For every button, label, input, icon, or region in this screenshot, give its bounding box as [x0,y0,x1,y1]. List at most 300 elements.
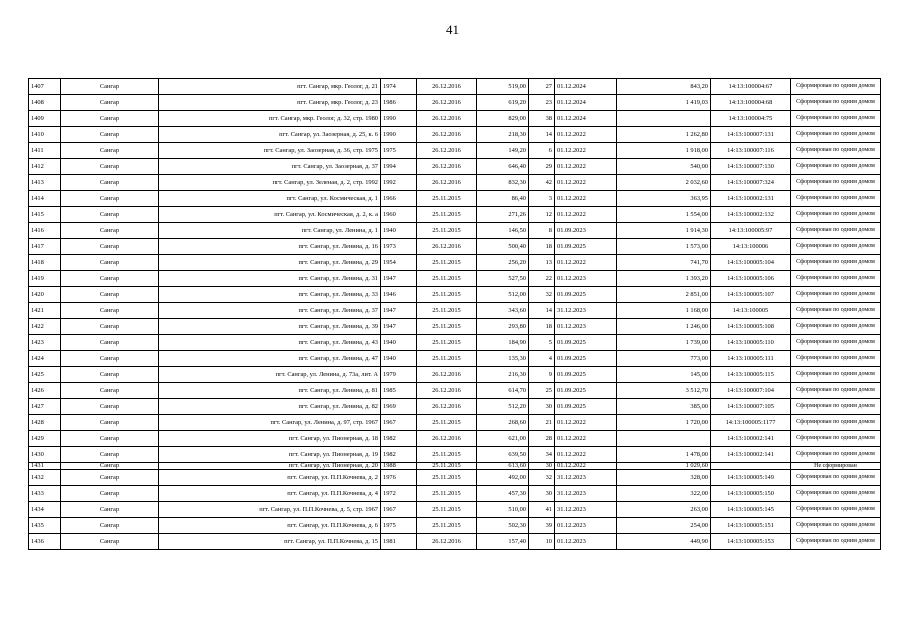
build-year-cell: 1947 [381,303,417,319]
cadastral-number-cell: 14:13:100005:111 [711,351,791,367]
build-year-cell: 1992 [381,175,417,191]
planned-date-cell: 01.12.2023 [555,518,617,534]
planned-date-cell: 31.12.2023 [555,303,617,319]
address-cell: пгт. Сангар, ул. Ленина, д. 81 [159,383,381,399]
row-number-cell: 1428 [29,415,61,431]
residents-cell: 21 [529,415,555,431]
settlement-cell: Сангар [61,431,159,447]
address-cell: пгт. Сангар, мкр. Геолог, д. 21 [159,79,381,95]
status-cell: Сформирован по одним домом [791,367,881,383]
status-cell: Сформирован по одним домом [791,303,881,319]
inclusion-date-cell: 26.12.2016 [417,143,477,159]
settlement-cell: Сангар [61,79,159,95]
inclusion-date-cell: 25.11.2015 [417,207,477,223]
row-number-cell: 1424 [29,351,61,367]
build-year-cell: 1940 [381,335,417,351]
build-year-cell: 1973 [381,239,417,255]
area-cell: 146,50 [477,223,529,239]
status-cell: Сформирован по одним домом [791,415,881,431]
settlement-cell: Сангар [61,127,159,143]
planned-date-cell: 01.12.2023 [555,271,617,287]
address-cell: пгт. Сангар, ул. Ленина, д. 31 [159,271,381,287]
area-cell: 639,50 [477,447,529,463]
cadastral-number-cell: 14:13:100007:104 [711,383,791,399]
table-row [29,518,881,534]
cost-cell: 1 573,00 [617,239,711,255]
address-cell: пгт. Сангар, ул. Ленина, д. 16 [159,239,381,255]
build-year-cell: 1974 [381,79,417,95]
residents-cell: 32 [529,287,555,303]
area-cell: 621,00 [477,431,529,447]
area-cell: 268,60 [477,415,529,431]
row-number-cell: 1425 [29,367,61,383]
residents-cell: 42 [529,175,555,191]
build-year-cell: 1990 [381,111,417,127]
area-cell: 293,80 [477,319,529,335]
table-row [29,239,881,255]
planned-date-cell: 01.09.2025 [555,335,617,351]
inclusion-date-cell: 26.12.2016 [417,95,477,111]
cost-cell: 449,90 [617,534,711,550]
area-cell: 512,20 [477,399,529,415]
build-year-cell: 1954 [381,255,417,271]
address-cell: пгт. Сангар, ул. Ленина, д. 39 [159,319,381,335]
residents-cell: 25 [529,383,555,399]
row-number-cell: 1422 [29,319,61,335]
cost-cell: 1 720,00 [617,415,711,431]
cadastral-number-cell: 14:13:100005:151 [711,518,791,534]
inclusion-date-cell: 25.11.2015 [417,502,477,518]
row-number-cell: 1409 [29,111,61,127]
settlement-cell: Сангар [61,207,159,223]
settlement-cell: Сангар [61,271,159,287]
status-cell: Сформирован по одним домом [791,271,881,287]
row-number-cell: 1413 [29,175,61,191]
cost-cell: 1 262,80 [617,127,711,143]
cadastral-number-cell: 14:13:100002:141 [711,447,791,463]
table-row [29,335,881,351]
inclusion-date-cell: 25.11.2015 [417,255,477,271]
status-cell: Сформирован по одним домом [791,383,881,399]
settlement-cell: Сангар [61,534,159,550]
residents-cell: 22 [529,271,555,287]
row-number-cell: 1436 [29,534,61,550]
table-row [29,351,881,367]
area-cell: 86,40 [477,191,529,207]
address-cell: пгт. Сангар, ул. Ленина, д. 73а, лит. А [159,367,381,383]
residents-cell: 38 [529,111,555,127]
table-row [29,95,881,111]
address-cell: пгт. Сангар, ул. Ленина, д. 43 [159,335,381,351]
residents-cell: 10 [529,534,555,550]
build-year-cell: 1981 [381,534,417,550]
address-cell: пгт. Сангар, ул. Заозерная, д. 25, к. 6 [159,127,381,143]
area-cell: 218,30 [477,127,529,143]
address-cell: пгт. Сангар, ул. Космическая, д. 2, к. а [159,207,381,223]
table-row [29,534,881,550]
cost-cell: 263,00 [617,502,711,518]
planned-date-cell: 01.12.2024 [555,79,617,95]
settlement-cell: Сангар [61,159,159,175]
planned-date-cell: 01.12.2022 [555,415,617,431]
table-row [29,175,881,191]
address-cell: пгт. Сангар, ул. Заозерная, д. 36, стр. 1975 [159,143,381,159]
inclusion-date-cell: 25.11.2015 [417,486,477,502]
planned-date-cell: 01.12.2022 [555,175,617,191]
area-cell: 271,26 [477,207,529,223]
area-cell: 613,60 [477,463,529,470]
build-year-cell: 1960 [381,207,417,223]
cost-cell: 322,00 [617,486,711,502]
table-row [29,287,881,303]
settlement-cell: Сангар [61,463,159,470]
cost-cell: 1 914,30 [617,223,711,239]
residents-cell: 12 [529,207,555,223]
row-number-cell: 1429 [29,431,61,447]
row-number-cell: 1411 [29,143,61,159]
planned-date-cell: 01.09.2023 [555,223,617,239]
row-number-cell: 1420 [29,287,61,303]
planned-date-cell: 01.12.2022 [555,431,617,447]
cadastral-number-cell: 14:13:100005:1177 [711,415,791,431]
build-year-cell: 1994 [381,159,417,175]
table-row [29,502,881,518]
table-row [29,207,881,223]
cadastral-number-cell: 14:13:100005:107 [711,287,791,303]
table-row [29,143,881,159]
area-cell: 519,00 [477,79,529,95]
build-year-cell: 1947 [381,271,417,287]
cadastral-number-cell: 14:13:100005:97 [711,223,791,239]
row-number-cell: 1419 [29,271,61,287]
settlement-cell: Сангар [61,255,159,271]
planned-date-cell: 01.09.2025 [555,367,617,383]
cost-cell: 145,00 [617,367,711,383]
cadastral-number-cell: 14:13:100005:115 [711,367,791,383]
status-cell: Сформирован по одним домом [791,95,881,111]
row-number-cell: 1416 [29,223,61,239]
area-cell: 619,20 [477,95,529,111]
table-row [29,191,881,207]
status-cell: Сформирован по одним домом [791,255,881,271]
planned-date-cell: 01.12.2023 [555,534,617,550]
table-row [29,399,881,415]
row-number-cell: 1421 [29,303,61,319]
table-row [29,463,881,470]
status-cell: Сформирован по одним домом [791,191,881,207]
cost-cell: 1 246,00 [617,319,711,335]
settlement-cell: Сангар [61,486,159,502]
table-row [29,447,881,463]
planned-date-cell: 31.12.2023 [555,502,617,518]
residents-cell: 32 [529,470,555,486]
cadastral-number-cell: 14:13:100005:145 [711,502,791,518]
settlement-cell: Сангар [61,351,159,367]
table-row [29,486,881,502]
cost-cell: 328,00 [617,470,711,486]
settlement-cell: Сангар [61,383,159,399]
row-number-cell: 1407 [29,79,61,95]
table-row [29,255,881,271]
address-cell: пгт. Сангар, мкр. Геолог, д. 32, стр. 1980 [159,111,381,127]
cadastral-number-cell: 14:13:100004:67 [711,79,791,95]
planned-date-cell: 01.12.2022 [555,143,617,159]
residents-cell: 23 [529,95,555,111]
row-number-cell: 1435 [29,518,61,534]
table-row [29,319,881,335]
planned-date-cell: 01.12.2023 [555,319,617,335]
status-cell: Сформирован по одним домом [791,143,881,159]
area-cell: 829,00 [477,111,529,127]
residents-cell: 27 [529,79,555,95]
inclusion-date-cell: 26.12.2016 [417,127,477,143]
address-cell: пгт. Сангар, ул. Ленина, д. 82 [159,399,381,415]
row-number-cell: 1410 [29,127,61,143]
settlement-cell: Сангар [61,223,159,239]
build-year-cell: 1979 [381,367,417,383]
settlement-cell: Сангар [61,111,159,127]
area-cell: 216,30 [477,367,529,383]
table-row [29,159,881,175]
housing-registry-table [28,78,881,550]
inclusion-date-cell: 25.11.2015 [417,303,477,319]
address-cell: пгт. Сангар, ул. Космическая, д. 1 [159,191,381,207]
build-year-cell: 1982 [381,431,417,447]
cost-cell: 363,95 [617,191,711,207]
status-cell: Сформирован по одним домом [791,127,881,143]
area-cell: 492,00 [477,470,529,486]
status-cell: Сформирован по одним домом [791,207,881,223]
cost-cell: 1 029,60 [617,463,711,470]
area-cell: 832,30 [477,175,529,191]
cadastral-number-cell: 14:13:100005:110 [711,335,791,351]
address-cell: пгт. Сангар, ул. П.П.Кочнева, д. 5, стр. 1967 [159,502,381,518]
cadastral-number-cell: 14:13:100007:131 [711,127,791,143]
table-row [29,111,881,127]
cadastral-number-cell: 14:13:100005:104 [711,255,791,271]
cost-cell: 843,20 [617,79,711,95]
status-cell: Сформирован по одним домом [791,175,881,191]
planned-date-cell: 01.12.2022 [555,447,617,463]
address-cell: пгт. Сангар, ул. Пионерная, д. 20 [159,463,381,470]
planned-date-cell: 01.12.2022 [555,463,617,470]
build-year-cell: 1975 [381,518,417,534]
status-cell: Сформирован по одним домом [791,399,881,415]
area-cell: 502,30 [477,518,529,534]
cadastral-number-cell: 14:13:100005:153 [711,534,791,550]
planned-date-cell: 01.09.2025 [555,383,617,399]
settlement-cell: Сангар [61,319,159,335]
residents-cell: 9 [529,367,555,383]
settlement-cell: Сангар [61,335,159,351]
settlement-cell: Сангар [61,191,159,207]
row-number-cell: 1426 [29,383,61,399]
address-cell: пгт. Сангар, ул. П.П.Кочнева, д. 15 [159,534,381,550]
build-year-cell: 1946 [381,287,417,303]
cost-cell: 385,00 [617,399,711,415]
settlement-cell: Сангар [61,175,159,191]
cadastral-number-cell: 14:13:100004:68 [711,95,791,111]
area-cell: 149,20 [477,143,529,159]
area-cell: 157,40 [477,534,529,550]
cadastral-number-cell: 14:13:100002:131 [711,191,791,207]
settlement-cell: Сангар [61,303,159,319]
table-row [29,303,881,319]
residents-cell: 18 [529,239,555,255]
planned-date-cell: 01.12.2024 [555,95,617,111]
residents-cell: 30 [529,463,555,470]
build-year-cell: 1940 [381,223,417,239]
build-year-cell: 1988 [381,463,417,470]
status-cell: Сформирован по одним домом [791,287,881,303]
cadastral-number-cell: 14:13:100007:130 [711,159,791,175]
settlement-cell: Сангар [61,447,159,463]
status-cell: Сформирован по одним домом [791,159,881,175]
inclusion-date-cell: 25.11.2015 [417,518,477,534]
row-number-cell: 1418 [29,255,61,271]
address-cell: пгт. Сангар, ул. Ленина, д. 33 [159,287,381,303]
cost-cell: 540,00 [617,159,711,175]
status-cell: Сформирован по одним домом [791,486,881,502]
row-number-cell: 1432 [29,470,61,486]
area-cell: 512,00 [477,287,529,303]
address-cell: пгт. Сангар, ул. Ленина, д. 97, стр. 1967 [159,415,381,431]
cadastral-number-cell: 14:13:100005:106 [711,271,791,287]
inclusion-date-cell: 25.11.2015 [417,335,477,351]
build-year-cell: 1985 [381,383,417,399]
address-cell: пгт. Сангар, мкр. Геолог, д. 23 [159,95,381,111]
build-year-cell: 1982 [381,447,417,463]
address-cell: пгт. Сангар, ул. П.П.Кочнева, д. 4 [159,486,381,502]
build-year-cell: 1972 [381,486,417,502]
area-cell: 256,20 [477,255,529,271]
row-number-cell: 1415 [29,207,61,223]
residents-cell: 28 [529,431,555,447]
address-cell: пгт. Сангар, ул. Зеленая, д. 2, стр. 1992 [159,175,381,191]
cost-cell: 2 032,60 [617,175,711,191]
status-cell: Сформирован по одним домом [791,111,881,127]
settlement-cell: Сангар [61,470,159,486]
cost-cell: 1 419,03 [617,95,711,111]
table-row [29,127,881,143]
settlement-cell: Сангар [61,239,159,255]
area-cell: 343,60 [477,303,529,319]
planned-date-cell: 01.09.2025 [555,351,617,367]
table-row [29,431,881,447]
inclusion-date-cell: 25.11.2015 [417,271,477,287]
address-cell: пгт. Сангар, ул. Заозерная, д. 37 [159,159,381,175]
address-cell: пгт. Сангар, ул. Ленина, д. 47 [159,351,381,367]
cost-cell: 741,70 [617,255,711,271]
inclusion-date-cell: 25.11.2015 [417,351,477,367]
inclusion-date-cell: 25.11.2015 [417,463,477,470]
cost-cell: 1 478,00 [617,447,711,463]
residents-cell: 18 [529,319,555,335]
inclusion-date-cell: 26.12.2016 [417,111,477,127]
inclusion-date-cell: 26.12.2016 [417,367,477,383]
build-year-cell: 1967 [381,502,417,518]
residents-cell: 34 [529,447,555,463]
area-cell: 614,70 [477,383,529,399]
cost-cell: 254,00 [617,518,711,534]
area-cell: 500,40 [477,239,529,255]
status-cell: Сформирован по одним домом [791,518,881,534]
cadastral-number-cell: 14:13:100005:149 [711,470,791,486]
status-cell: Сформирован по одним домом [791,431,881,447]
page-number: 41 [446,22,459,37]
area-cell: 135,30 [477,351,529,367]
cost-cell [617,111,711,127]
row-number-cell: 1423 [29,335,61,351]
inclusion-date-cell: 26.12.2016 [417,159,477,175]
inclusion-date-cell: 25.11.2015 [417,287,477,303]
area-cell: 184,90 [477,335,529,351]
settlement-cell: Сангар [61,399,159,415]
cost-cell: 1 739,00 [617,335,711,351]
cost-cell: 773,00 [617,351,711,367]
settlement-cell: Сангар [61,367,159,383]
settlement-cell: Сангар [61,518,159,534]
address-cell: пгт. Сангар, ул. Ленина, д. 1 [159,223,381,239]
status-cell: Сформирован по одним домом [791,351,881,367]
planned-date-cell: 31.12.2023 [555,486,617,502]
planned-date-cell: 31.12.2023 [555,470,617,486]
inclusion-date-cell: 25.11.2015 [417,191,477,207]
registry-body [29,79,881,550]
cadastral-number-cell: 14:13:100007:324 [711,175,791,191]
status-cell: Сформирован по одним домом [791,239,881,255]
cadastral-number-cell: 14:13:100005 [711,303,791,319]
residents-cell: 30 [529,486,555,502]
cost-cell: 1 918,00 [617,143,711,159]
status-cell: Сформирован по одним домом [791,502,881,518]
build-year-cell: 1969 [381,399,417,415]
cadastral-number-cell: 14:13:100005:108 [711,319,791,335]
settlement-cell: Сангар [61,287,159,303]
table-row [29,79,881,95]
row-number-cell: 1427 [29,399,61,415]
cadastral-number-cell: 14:13:100007:116 [711,143,791,159]
cost-cell [617,431,711,447]
table-row [29,415,881,431]
address-cell: пгт. Сангар, ул. Ленина, д. 37 [159,303,381,319]
residents-cell: 5 [529,335,555,351]
settlement-cell: Сангар [61,415,159,431]
inclusion-date-cell: 26.12.2016 [417,239,477,255]
build-year-cell: 1947 [381,319,417,335]
planned-date-cell: 01.12.2022 [555,127,617,143]
area-cell: 457,30 [477,486,529,502]
row-number-cell: 1412 [29,159,61,175]
address-cell: пгт. Сангар, ул. Ленина, д. 29 [159,255,381,271]
inclusion-date-cell: 25.11.2015 [417,223,477,239]
row-number-cell: 1414 [29,191,61,207]
residents-cell: 39 [529,518,555,534]
planned-date-cell: 01.12.2022 [555,159,617,175]
inclusion-date-cell: 26.12.2016 [417,175,477,191]
residents-cell: 4 [529,351,555,367]
inclusion-date-cell: 26.12.2016 [417,431,477,447]
build-year-cell: 1986 [381,95,417,111]
row-number-cell: 1433 [29,486,61,502]
status-cell: Сформирован по одним домом [791,470,881,486]
row-number-cell: 1408 [29,95,61,111]
build-year-cell: 1967 [381,415,417,431]
residents-cell: 14 [529,127,555,143]
area-cell: 527,50 [477,271,529,287]
settlement-cell: Сангар [61,143,159,159]
table-row [29,271,881,287]
